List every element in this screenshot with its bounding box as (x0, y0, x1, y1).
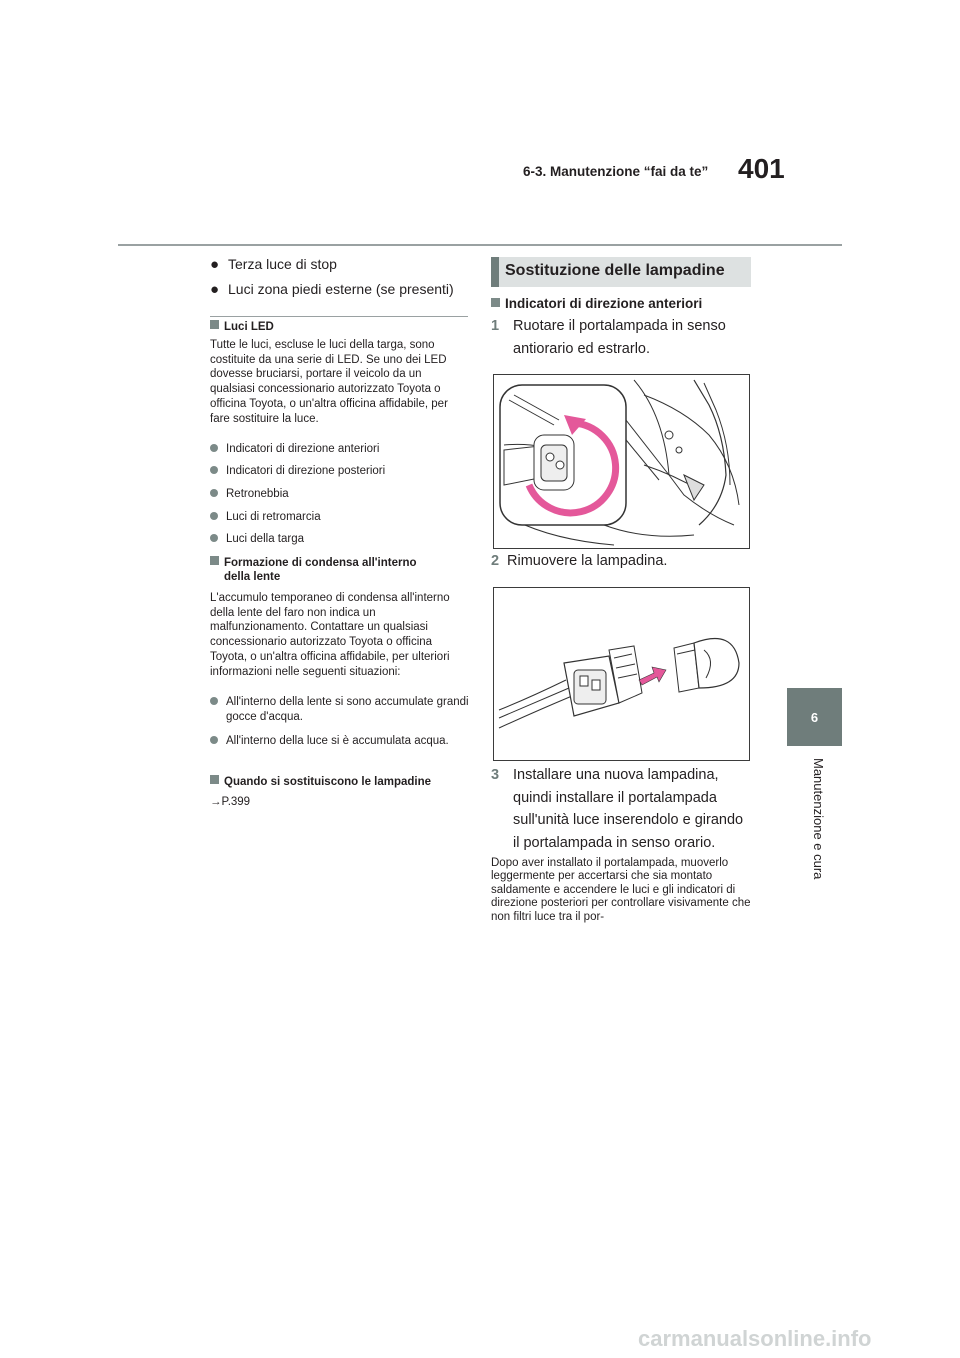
section-title: Sostituzione delle lampadine (505, 262, 725, 279)
figure-remove-socket (493, 374, 750, 549)
figure-2-drawing (494, 588, 749, 760)
page-number: 401 (738, 153, 785, 184)
circle-bullet-icon (210, 697, 218, 705)
sub-title: Indicatori di direzione anteriori (491, 297, 753, 311)
figure-remove-bulb (493, 587, 750, 761)
condensation-title: Formazione di condensa all'interno della lente (210, 556, 468, 584)
bullet-icon: ● (210, 281, 220, 298)
condensation-text: L'accumulo temporaneo di condensa all'interno della lente del faro non indica un malfunzionamento. Contattare un qualsiasi concessionario autorizzato Toyota o officina Toyota, o un'altra officina affidabile, per ulteriori informazioni nelle seguenti situazioni: (210, 592, 450, 678)
circle-bullet-icon (210, 534, 218, 542)
page-reference-link[interactable]: →P.399 (210, 796, 251, 808)
square-bullet-icon (210, 320, 219, 329)
step-3: 3 Installare una nuova lampadina, quindi installare il portalampada sull'unità luce inserendolo e girando il portalampada in senso orario. (491, 767, 744, 851)
figure-1-drawing (494, 375, 749, 548)
step-2: 2 Rimuovere la lampadina. (491, 553, 668, 569)
replace-title: Quando si sostituiscono le lampadine (210, 775, 468, 789)
circle-bullet-icon (210, 444, 218, 452)
bullet-item: ● Luci zona piedi esterne (se presenti) (210, 281, 454, 298)
watermark: carmanualsonline.info (638, 1326, 872, 1351)
led-item: Luci di retromarcia (210, 510, 484, 525)
installation-note: Dopo aver installato il portalampada, muoverlo leggermente per accertarsi che sia montato saldamente e accendere le luci e gli indicatori di direzione posteriori per controllare visivamente che non filtri luce tra il por- (491, 857, 751, 923)
step-1: 1 Ruotare il portalampada in senso antiorario ed estrarlo. (491, 318, 726, 357)
condensation-item: All'interno della luce si è accumulata acqua. (210, 734, 484, 749)
square-bullet-icon (210, 556, 219, 565)
bullet-item: ● Terza luce di stop (210, 256, 337, 273)
led-item: Indicatori di direzione posteriori (210, 464, 484, 479)
section-divider (210, 316, 468, 317)
square-bullet-icon (491, 298, 500, 307)
section-title-accent (491, 257, 499, 287)
circle-bullet-icon (210, 736, 218, 744)
led-item: Indicatori di direzione anteriori (210, 442, 484, 457)
circle-bullet-icon (210, 466, 218, 474)
led-title: Luci LED (210, 320, 468, 334)
chapter-label: Manutenzione e cura (811, 758, 826, 880)
led-item: Luci della targa (210, 532, 484, 547)
bullet-icon: ● (210, 256, 220, 273)
circle-bullet-icon (210, 512, 218, 520)
led-item: Retronebbia (210, 487, 484, 502)
circle-bullet-icon (210, 489, 218, 497)
header-rule (118, 244, 842, 246)
chapter-tab: 6 (787, 688, 842, 746)
section-header: 6-3. Manutenzione “fai da te” (523, 164, 709, 179)
condensation-item: All'interno della lente si sono accumulate grandi gocce d'acqua. (210, 695, 484, 724)
square-bullet-icon (210, 775, 219, 784)
led-text: Tutte le luci, escluse le luci della targa, sono costituite da una serie di LED. Se uno dei LED dovesse bruciarsi, portare il veicolo da un qualsiasi concessionario autorizzato Toyota o officina Toyota, o un'altra officina affidabile, per fare sostituire la luce. (210, 339, 448, 425)
